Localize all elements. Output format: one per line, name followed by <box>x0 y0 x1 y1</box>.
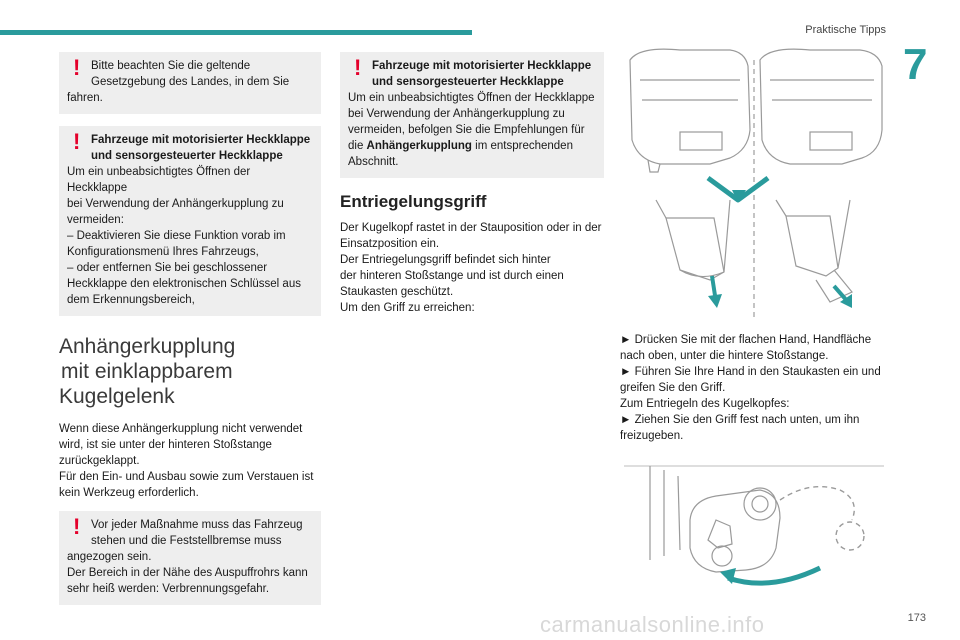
section-heading-release-handle: Entriegelungsgriff <box>340 192 487 211</box>
note-line: Um ein unbeabsichtigtes Öffnen der Heckklappe <box>348 92 595 104</box>
body-line: der hinteren Stoßstange und ist durch einen <box>340 270 564 282</box>
warning-note-safety <box>59 511 321 605</box>
note-line: vermeiden: <box>67 214 124 226</box>
warning-note-tailgate <box>59 126 321 316</box>
note-line: Abschnitt. <box>348 156 399 168</box>
step-line: Zum Entriegeln des Kugelkopfes: <box>620 398 790 410</box>
body-line: wird, ist sie unter der hinteren Stoßstange <box>59 439 272 451</box>
heading-line: mit einklappbarem <box>61 360 233 383</box>
note-line <box>348 138 596 154</box>
body-line: Wenn diese Anhängerkupplung nicht verwendet <box>59 423 303 435</box>
step-line: nach oben, unter die hintere Stoßstange. <box>620 350 829 362</box>
warning-exclamation-icon: ! <box>73 514 81 539</box>
release-handle-text <box>340 220 604 316</box>
note-line: Heckklappe den elektronischen Schlüssel aus <box>67 278 301 290</box>
text-fragment: die <box>348 140 367 152</box>
note-title-line: Fahrzeuge mit motorisierter Heckklappe <box>372 60 592 72</box>
warning-note-tailgate-2 <box>340 52 604 178</box>
header-title: Praktische Tipps <box>805 24 886 36</box>
illustration-towball-swivel <box>620 460 886 590</box>
note-line: bei Verwendung der Anhängerkupplung zu <box>67 198 284 210</box>
body-line: kein Werkzeug erforderlich. <box>59 487 199 499</box>
step-line: greifen Sie den Griff. <box>620 382 726 394</box>
page-number: 173 <box>907 612 926 624</box>
note-line: dem Erkennungsbereich, <box>67 294 195 306</box>
illustration-rear-bumper-handle <box>620 40 886 322</box>
body-line: Einsatzposition ein. <box>340 238 440 250</box>
note-line: sehr heiß werden: Verbrennungsgefahr. <box>67 583 270 595</box>
body-line: Der Kugelkopf rastet in der Stauposition oder in der <box>340 222 602 234</box>
body-line: Der Entriegelungsgriff befindet sich hinter <box>340 254 551 266</box>
step-line: ► Ziehen Sie den Griff fest nach unten, um ihn <box>620 414 860 426</box>
chapter-number: 7 <box>903 40 928 89</box>
note-title-line: und sensorgesteuerter Heckklappe <box>372 76 564 88</box>
step-line: ► Führen Sie Ihre Hand in den Staukasten ein und <box>620 366 881 378</box>
watermark: carmanualsonline.info <box>540 612 765 637</box>
body-line: Um den Griff zu erreichen: <box>340 302 475 314</box>
note-line: Vor jeder Maßnahme muss das Fahrzeug <box>91 519 303 531</box>
warning-exclamation-icon: ! <box>73 129 81 154</box>
note-title-line: und sensorgesteuerter Heckklappe <box>91 150 283 162</box>
note-line: vermeiden, befolgen Sie die Empfehlungen für <box>348 124 585 136</box>
note-line: bei Verwendung der Anhängerkupplung zu <box>348 108 565 120</box>
note-line: Bitte beachten Sie die geltende <box>91 60 251 72</box>
towbar-intro-text <box>59 421 321 501</box>
step-line: ► Drücken Sie mit der flachen Hand, Handfläche <box>620 334 872 346</box>
note-line: stehen und die Feststellbremse muss <box>91 535 282 547</box>
note-line: angezogen sein. <box>67 551 152 563</box>
text-fragment: im entsprechenden <box>471 140 573 152</box>
header-accent-bar <box>0 30 472 35</box>
warning-note-legislation <box>59 52 321 114</box>
note-line: Konfigurationsmenü Ihres Fahrzeugs, <box>67 246 259 258</box>
body-line: Für den Ein- und Ausbau sowie zum Verstauen ist <box>59 471 314 483</box>
warning-exclamation-icon: ! <box>354 55 362 80</box>
body-line: Staukasten geschützt. <box>340 286 454 298</box>
bold-fragment: Anhängerkupplung <box>366 140 472 152</box>
note-line: Um ein unbeabsichtigtes Öffnen der Heckklappe <box>67 166 251 194</box>
warning-exclamation-icon: ! <box>73 55 81 80</box>
heading-line: Anhängerkupplung <box>59 335 236 358</box>
note-line: Gesetzgebung des Landes, in dem Sie <box>91 76 290 88</box>
step-line: freizugeben. <box>620 430 684 442</box>
note-line: – Deaktivieren Sie diese Funktion vorab im <box>67 230 286 242</box>
column-middle <box>340 52 604 316</box>
release-steps-text <box>620 332 886 444</box>
column-left <box>59 52 321 617</box>
heading-line: Kugelgelenk <box>59 385 175 408</box>
column-right <box>620 40 886 590</box>
note-title-line: Fahrzeuge mit motorisierter Heckklappe <box>91 134 311 146</box>
body-line: zurückgeklappt. <box>59 455 140 467</box>
note-line: – oder entfernen Sie bei geschlossener <box>67 262 268 274</box>
note-line: Der Bereich in der Nähe des Auspuffrohrs kann <box>67 567 308 579</box>
section-heading-towbar <box>59 334 321 409</box>
note-line: fahren. <box>67 92 103 104</box>
